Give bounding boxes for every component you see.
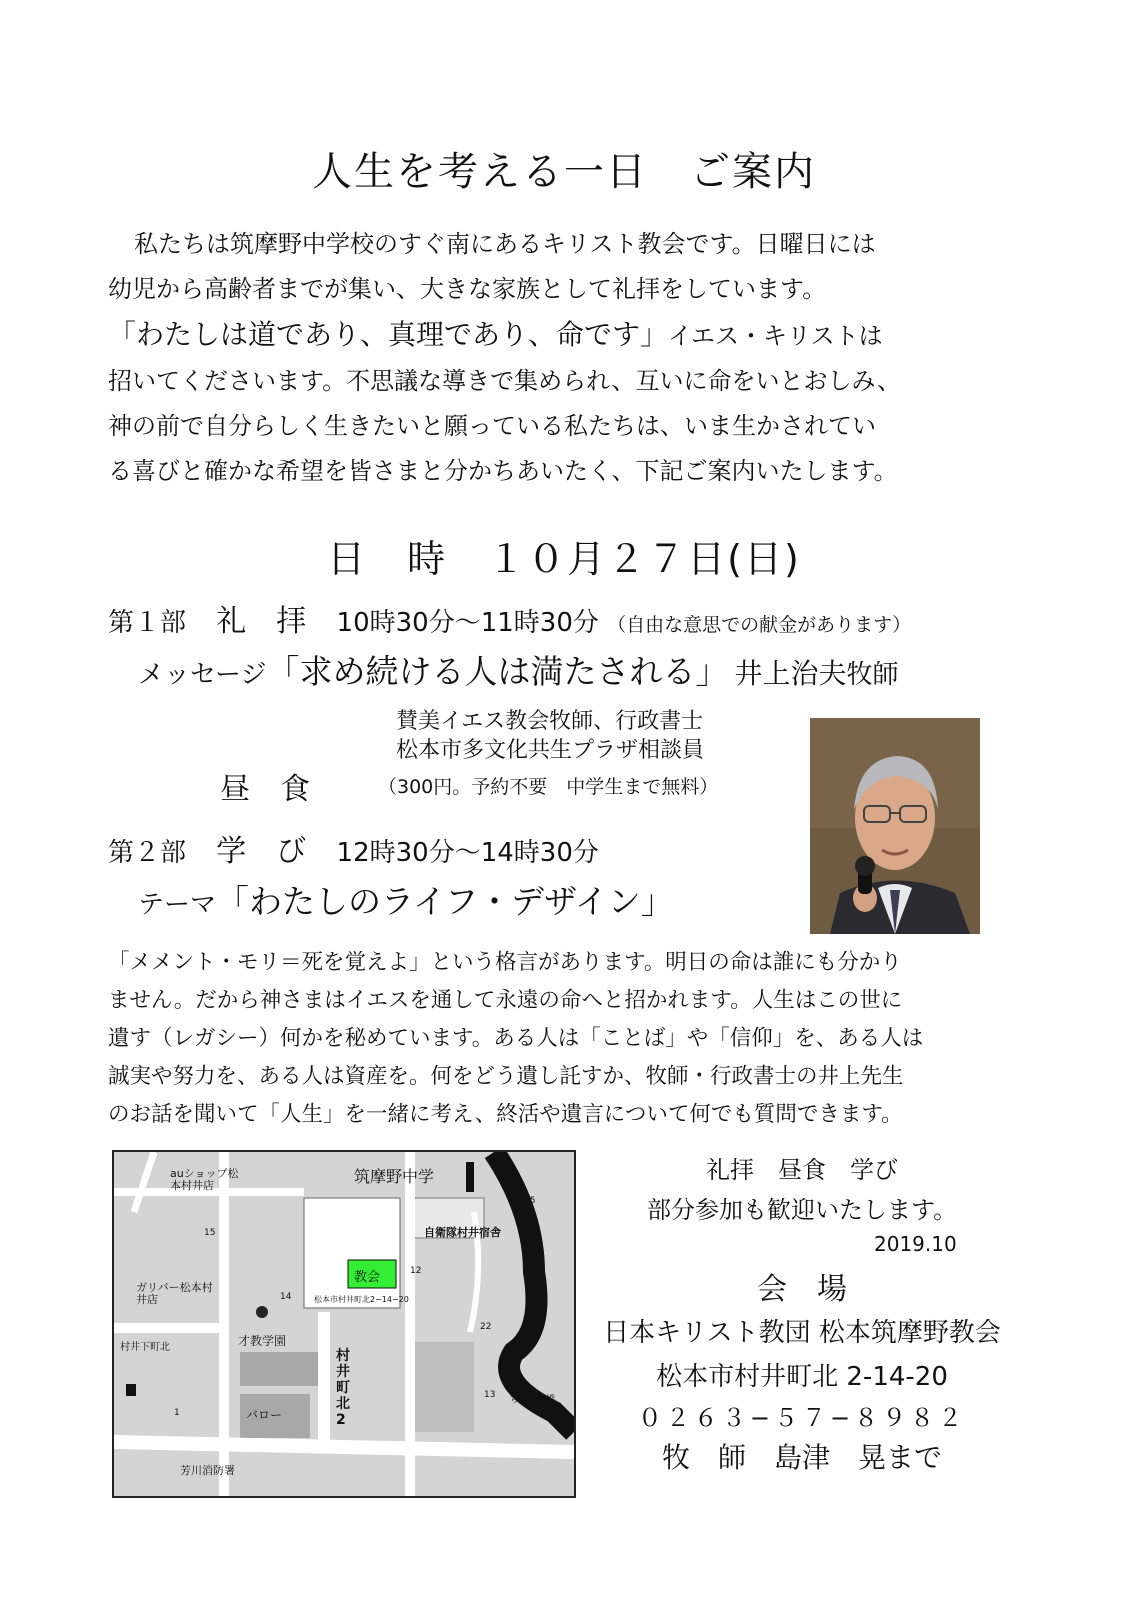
venue-org: 日本キリスト教団 松本筑摩野教会 [603,1318,1001,1348]
event-datetime: 日 時 １０月２７日(日) [327,537,801,581]
intro-quote-tail: イエス・キリストは [668,322,883,350]
venue-contact: 牧 師 島津 晃まで [661,1441,942,1474]
theme-label: テーマ [138,890,217,920]
theme-body [108,944,1020,1134]
theme-title: 「わたしのライフ・デザイン」 [216,882,674,921]
theme-body-line: のお話を聞いて「人生」を一緒に考え、終活や遺言について何でも質問できます。 [108,1102,903,1127]
part1-name: 礼 拝 [216,604,307,639]
map-roads-icon [114,1152,574,1496]
map-number: 14 [280,1292,292,1302]
speaker-photo [810,718,980,934]
intro-line: 神の前で自分らしく生きたいと願っている私たちは、いま生かされてい [108,412,876,440]
map-street: 村井町北2 [336,1348,350,1428]
map-number: 1 [174,1408,180,1418]
intro-line: 招いてくださいます。不思議な導きで集められ、互いに命をいとおしみ、 [108,367,901,395]
theme-body-line: 遺す（レガシー）何かを秘めています。ある人は「ことば」や「信仰」を、ある人は [108,1026,924,1051]
speaker-role2: 松本市多文化共生プラザ相談員 [396,738,705,763]
speaker-portrait-icon [810,718,980,934]
message-row [138,646,898,693]
part2-row [108,826,599,870]
venue-activities: 礼拝 昼食 学び [706,1156,898,1184]
venue-address: 松本市村井町北 2-14-20 [656,1362,948,1392]
map-au-shop: auショップ松本村井店 [170,1167,239,1192]
venue-phone: ０２６３−５７−８９８２ [637,1404,967,1432]
message-title: 「求め続ける人は満たされる」 [266,652,729,691]
map-number: 22 [480,1322,492,1332]
venue-welcome: 部分参加も歓迎いたします。 [646,1196,958,1224]
part2-name: 学 び [216,834,307,869]
map-barrow: バロー [246,1408,283,1422]
map-school: 筑摩野中学 [354,1167,435,1186]
intro-line: る喜びと確かな希望を皆さまと分かちあいたく、下記ご案内いたします。 [108,457,898,485]
speaker-role: 牧師 [846,660,899,690]
lunch-label: 昼 食 [220,772,310,807]
speaker-name: 井上治夫 [734,657,847,690]
map-number: 13 [484,1390,496,1400]
message-label: メッセージ [138,660,267,690]
part2-label: 第２部 [108,838,187,868]
intro-paragraph [108,222,1020,494]
lunch-note: （300円。予約不要 中学生まで無料） [378,776,719,798]
map-gulliver: ガリバー松本村井店 [136,1281,213,1306]
location-map [112,1150,576,1498]
map-number: 15 [204,1228,216,1238]
part1-time: 10時30分～11時30分 [336,608,599,638]
part2-time: 12時30分～14時30分 [336,838,599,868]
map-fire-station: 芳川消防署 [180,1464,235,1477]
intro-quote-line [108,312,1020,359]
map-church: 教会 [354,1270,381,1285]
intro-line: 幼児から高齢者までが集い、大きな家族として礼拝をしています。 [108,275,827,303]
intro-quote: 「わたしは道であり、真理であり、命です」 [108,318,669,351]
map-number: 35 [524,1196,536,1206]
theme-body-line: 誠実や努力を、ある人は資産を。何をどう遺し託すか、牧師・行政書士の井上先生 [108,1064,904,1089]
document-date: 2019.10 [874,1232,957,1256]
page-title: 人生を考える一日 ご案内 [312,149,816,195]
theme-body-line: 「メメント・モリ＝死を覚えよ」という格言があります。明日の命は誰にも分かり [108,950,902,975]
map-road: 村井下町北 [120,1342,170,1353]
theme-row [138,876,674,923]
map-sdf: 自衛隊村井宿舎 [424,1226,501,1239]
venue-label: 会 場 [757,1272,847,1307]
map-kindergarten: 才教学園 [238,1334,287,1348]
speaker-role1: 賛美イエス教会牧師、行政書士 [396,709,704,734]
part1-row [108,596,911,640]
map-bridge: ちくま野橋 [510,1395,556,1405]
part1-note: （自由な意思での献金があります） [607,614,912,636]
part1-label: 第１部 [108,608,187,638]
theme-body-line: ません。だから神さまはイエスを通して永遠の命へと招かれます。人生はこの世に [108,988,903,1013]
intro-line: 私たちは筑摩野中学校のすぐ南にあるキリスト教会です。日曜日には [134,230,876,258]
map-number: 12 [410,1266,422,1276]
map-church-address: 松本市村井町北2−14−20 [314,1295,409,1304]
